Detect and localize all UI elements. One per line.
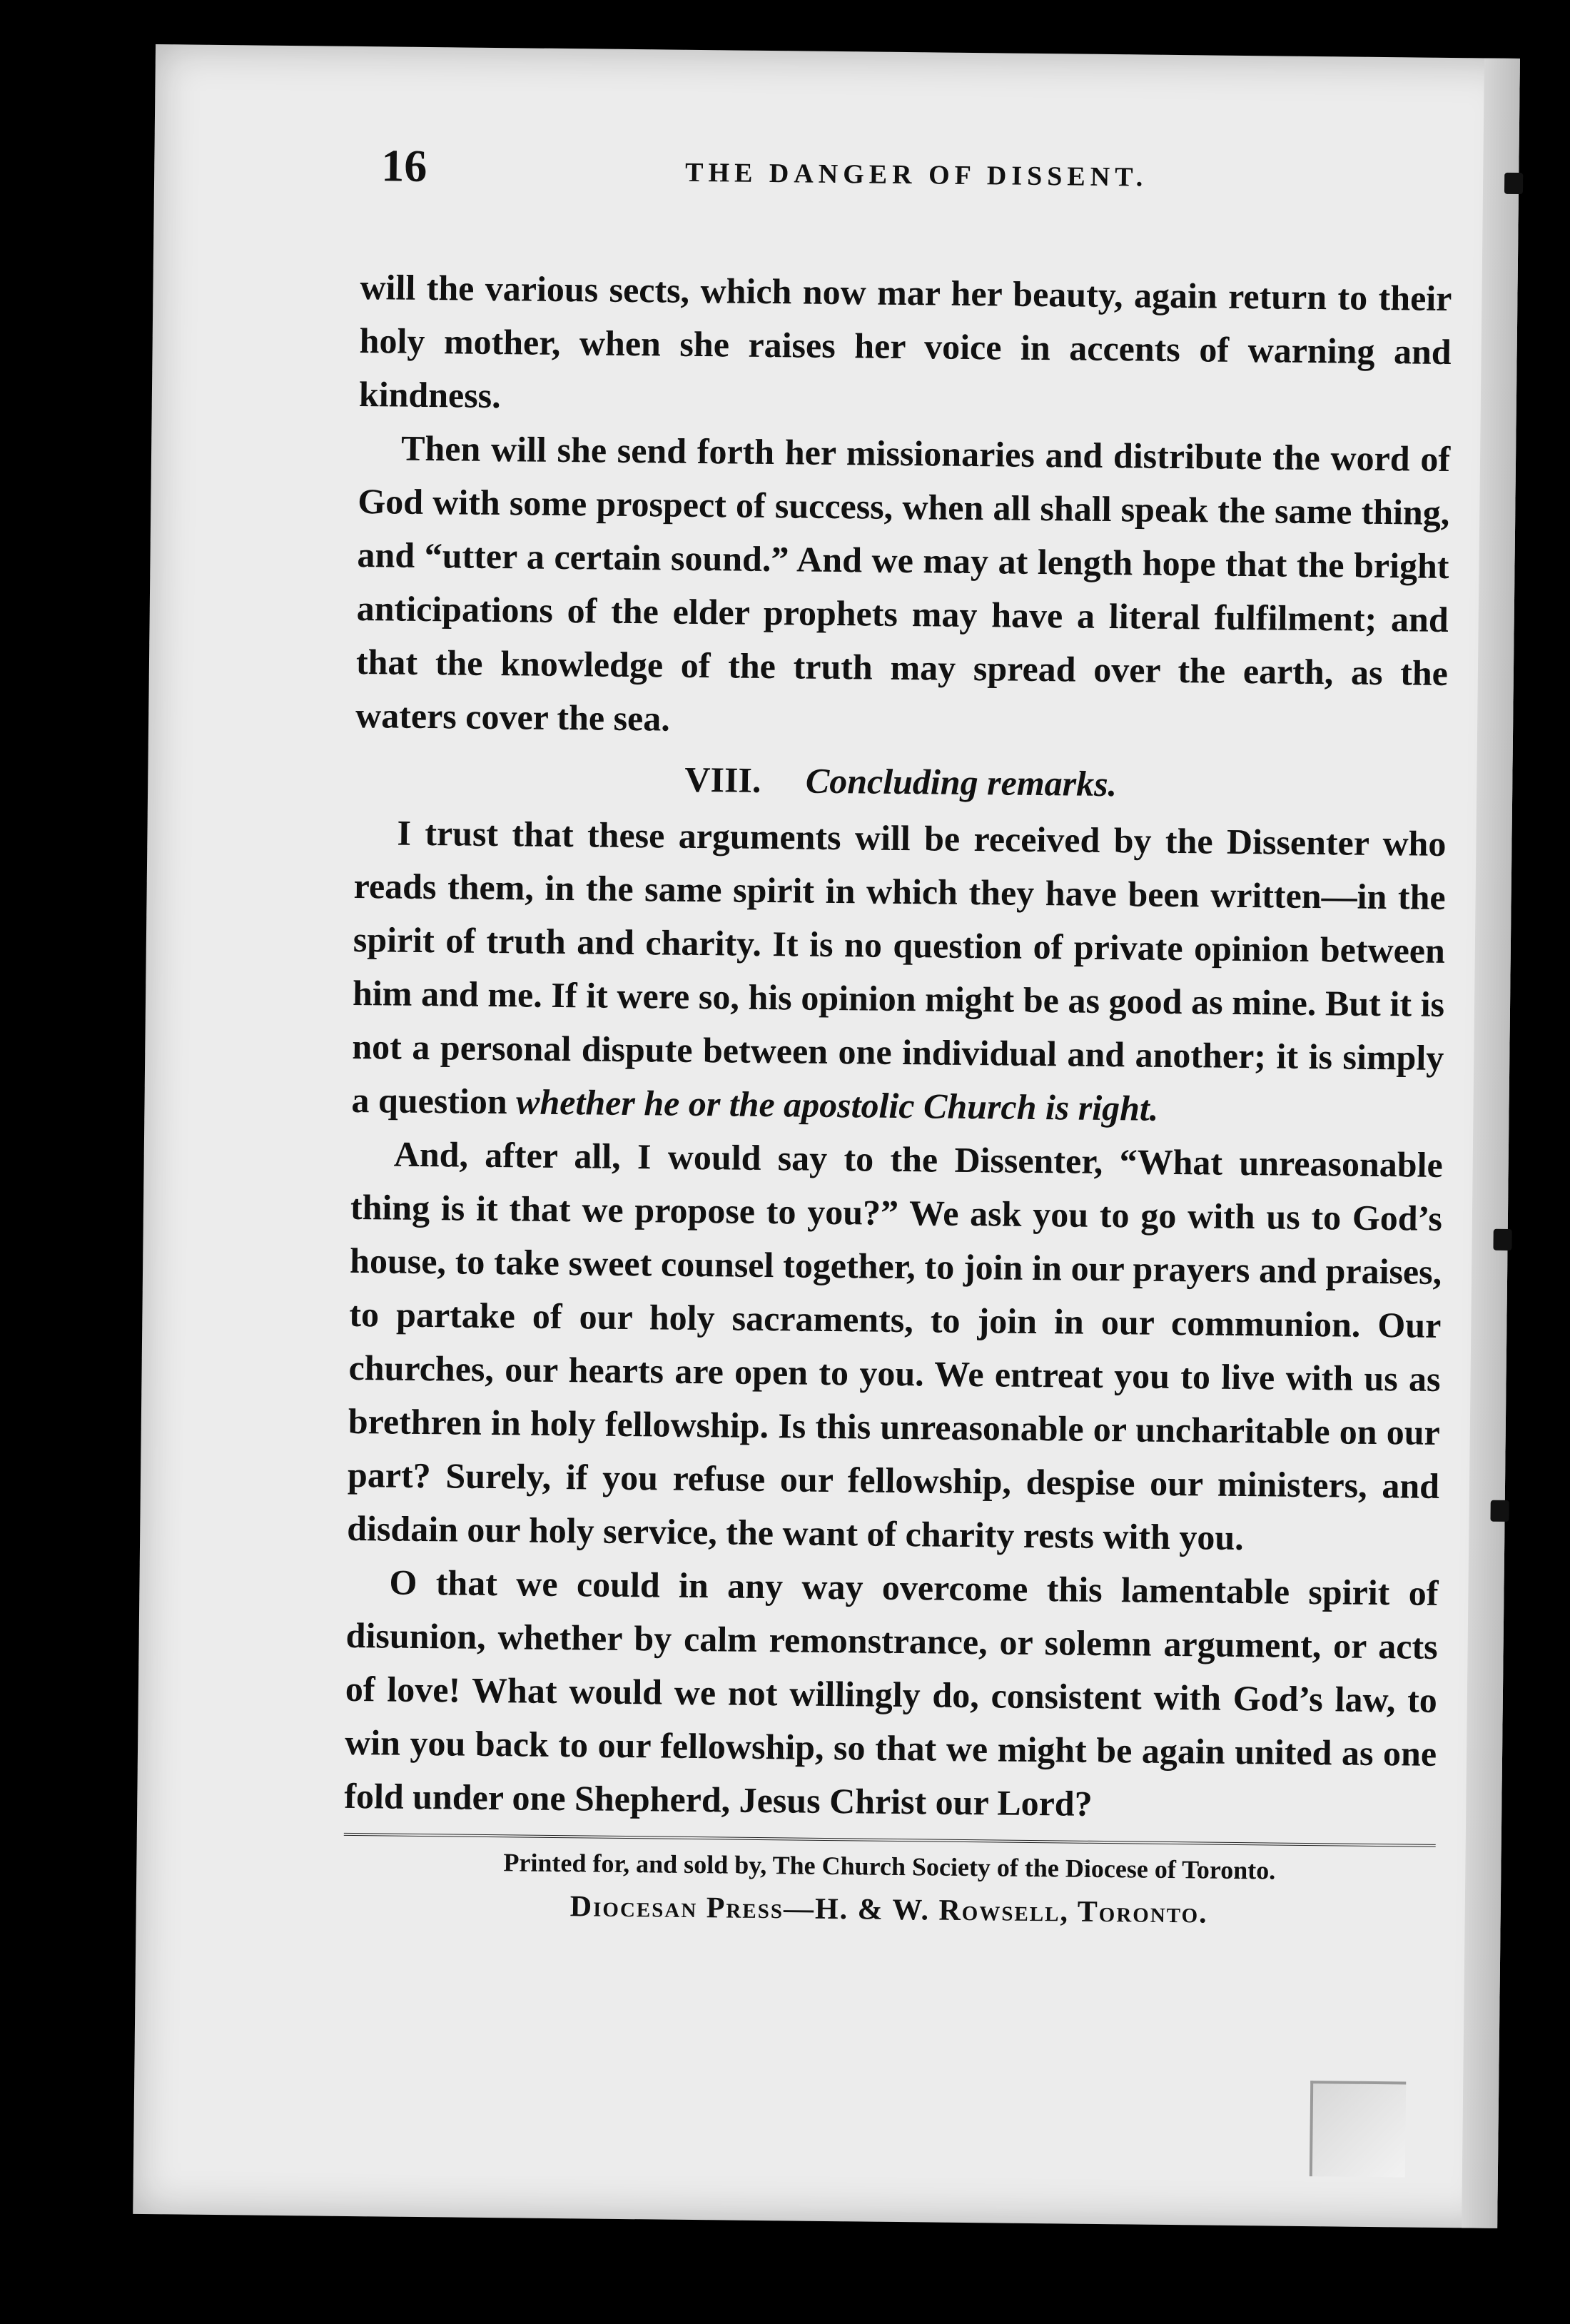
page-edge: [1462, 58, 1520, 2228]
imprint-line: Printed for, and sold by, The Church Society of the Diocese of Toronto.: [503, 1848, 1276, 1885]
page-number: 16: [380, 140, 427, 191]
paragraph: And, after all, I would say to the Dissenter, “What unreasonable thing is it that we propose to you?” We ask you to go with us to God’s house, to take sweet counsel together, to join in our prayers and praises, to partake of our holy sacraments, to join in our communion. Our churches, our hearts are open to you. We entreat you to live with us as brethren in holy fellowship. Is this unreasonable or uncharitable on our part? Surely, if you refuse our fellowship, despise our ministers, and disdain our holy service, the want of charity rests with you.: [347, 1133, 1444, 1558]
paragraph: [351, 806, 1447, 1138]
binding-mark: [1504, 173, 1523, 194]
paragraph: O that we could in any way overcome this lamentable spirit of disunion, whether by calm remonstrance, or solemn argument, or acts of love! What would we not willingly do, consistent with God’s law, to win you back to our fellowship, so that we might be again united as one fold under one Shepherd, Jesus Christ our Lord?: [344, 1562, 1439, 1824]
press-line: Diocesan Press—H. & W. Rowsell, Toronto.: [569, 1890, 1208, 1930]
body-text: [343, 261, 1452, 1939]
page-header: [381, 139, 1452, 208]
paragraph: Then will she send forth her missionaries and distribute the word of God with some prospect of success, when all shall speak the same thing, and “utter a certain sound.” And we may at length hope that the bright anticipations of the elder prophets may have a literal fulfilment; and that the knowledge of the truth may spread over the earth, as the waters cover the sea.: [355, 428, 1451, 739]
emphasized-text: whether he or the apostolic Church is right.: [515, 1081, 1159, 1128]
section-heading: [355, 749, 1447, 814]
binding-mark: [1493, 1229, 1511, 1251]
paragraph: will the various sects, which now mar her beauty, again return to their holy mother, when she raises her voice in accents of warning and kindness.: [358, 267, 1452, 416]
imprint: [343, 1841, 1435, 1939]
binding-mark: [1490, 1500, 1509, 1522]
folded-corner: [1310, 2081, 1406, 2177]
section-title: Concluding remarks.: [805, 760, 1118, 804]
paragraph-text: I trust that these arguments will be received by the Dissenter who reads them, in the same spirit in which they have been written—in the spirit of truth and charity. It is no question of private opinion between him and me. If it were so, his opinion might be as good as mine. But it is not a personal dispute between one individual and another; it is simply a question: [351, 812, 1447, 1122]
running-title: THE DANGER OF DISSENT.: [684, 157, 1148, 193]
book-page: [133, 44, 1520, 2228]
section-numeral: VIII.: [684, 759, 761, 800]
